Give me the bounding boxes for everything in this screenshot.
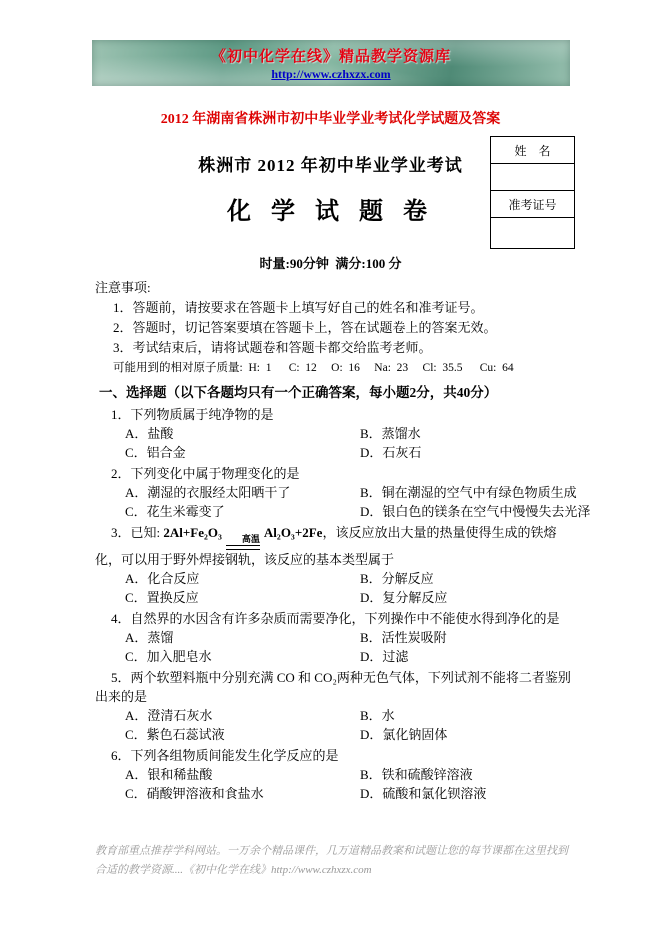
option-d: D．硫酸和氯化钡溶液 [360, 786, 487, 801]
question-1 [95, 405, 577, 462]
note-item-2: 2．答题时，切记答案要填在答题卡上，答在试题卷上的答案无效。 [113, 320, 497, 335]
option-a: A．潮湿的衣服经太阳晒干了 [125, 485, 291, 500]
options [125, 424, 577, 462]
footer-text: 教育部重点推荐学科网站。一万余个精品课件，几万道精品教案和试题让您的每节课都在这里找到合适的教学资源....《初中化学在线》 [95, 845, 568, 876]
option-b: B．活性炭吸附 [360, 630, 447, 645]
question-stem: 2．下列变化中属于物理变化的是 [111, 466, 300, 481]
option-row [125, 628, 577, 647]
question-stem: 4．自然界的水因含有许多杂质而需要净化，下列操作中不能使水得到净化的是 [111, 611, 560, 626]
option-c: C．紫色石蕊试液 [125, 727, 225, 742]
option-c: C．花生米霉变了 [125, 504, 225, 519]
option-d: D．过滤 [360, 649, 409, 664]
option-a: A．盐酸 [125, 426, 174, 441]
atomic-mass-line: 可能用到的相对原子质量: H: 1 C: 12 O: 16 Na: 23 Cl: 35.5 Cu: 64 [113, 362, 514, 374]
option-d: D．银白色的镁条在空气中慢慢失去光泽 [360, 504, 591, 519]
option-a: A．化合反应 [125, 571, 200, 586]
reaction-condition [226, 535, 260, 550]
option-row [125, 647, 577, 666]
option-b: B．水 [360, 708, 395, 723]
option-d: D．复分解反应 [360, 590, 448, 605]
options [125, 765, 577, 803]
option-row [125, 725, 577, 744]
site-footer [95, 842, 577, 880]
options [125, 569, 577, 607]
option-row [125, 424, 577, 443]
option-c: C．硝酸钾溶液和食盐水 [125, 786, 264, 801]
section-title-choice: 一、选择题（以下各题均只有一个正确答案，每小题2分，共40分） [99, 385, 498, 400]
note-item-3: 3．考试结束后，请将试题卷和答题卡都交给监考老师。 [113, 340, 432, 355]
footer-url-link[interactable]: http://www.czhxzx.com [271, 864, 372, 876]
option-c: C．加入肥皂水 [125, 649, 212, 664]
exam-id-blank-cell [491, 218, 574, 248]
exam-title: 株洲市 2012 年初中毕业学业考试 [198, 156, 463, 175]
banner-url-link[interactable]: http://www.czhxzx.com [271, 66, 391, 81]
option-a: A．澄清石灰水 [125, 708, 213, 723]
equation-right: Al₂O₃+2Fe [263, 525, 323, 540]
notes-heading: 注意事项: [95, 280, 151, 295]
condition-text: 高温 [241, 534, 260, 544]
option-a: A．蒸馏 [125, 630, 174, 645]
option-b: B．铁和硫酸锌溶液 [360, 767, 473, 782]
stem-text: ，该反应放出大量的热量使得生成的铁熔化，可以用于野外焊接钢轨，该反应的基本类型属于 [95, 525, 557, 567]
question-4 [95, 609, 577, 666]
options [125, 706, 577, 744]
option-d: D．氯化钠固体 [360, 727, 448, 742]
question-2 [95, 464, 591, 521]
option-row [125, 502, 591, 521]
question-stem: 6．下列各组物质间能发生化学反应的是 [111, 748, 339, 763]
question-stem [95, 523, 577, 569]
equation-left: 2Al+Fe₂O₃ [163, 525, 222, 540]
question-3 [95, 523, 577, 607]
name-blank-cell [491, 164, 574, 191]
question-stem: 1．下列物质属于纯净物的是 [111, 407, 274, 422]
option-row [125, 765, 577, 784]
option-c: C．铝合金 [125, 445, 186, 460]
note-item-1: 1．答题前，请按要求在答题卡上填写好自己的姓名和准考证号。 [113, 300, 484, 315]
options [125, 483, 591, 521]
option-row [125, 443, 577, 462]
option-b: B．铜在潮湿的空气中有绿色物质生成 [360, 485, 577, 500]
question-stem: 5．两个软塑料瓶中分别充满 CO 和 CO₂两种无色气体，下列试剂不能将二者鉴别出来的是 [95, 670, 571, 704]
answer-page-title: 2012 年湖南省株洲市初中毕业学业考试化学试题及答案 [160, 112, 501, 127]
option-row [125, 784, 577, 803]
option-row [125, 483, 577, 502]
option-row [125, 569, 577, 588]
candidate-info-table [490, 136, 575, 249]
option-c: C．置换反应 [125, 590, 199, 605]
stem-text: 3．已知: [111, 525, 164, 540]
option-d: D．石灰石 [360, 445, 422, 460]
option-b: B．蒸馏水 [360, 426, 421, 441]
banner-title: 《初中化学在线》精品教学资源库 [210, 48, 451, 65]
site-banner [92, 40, 570, 86]
paper-title: 化 学 试 题 卷 [227, 199, 434, 225]
option-b: B．分解反应 [360, 571, 434, 586]
options [125, 628, 577, 666]
time-score-line: 时量:90分钟 满分:100 分 [259, 256, 402, 271]
option-a: A．银和稀盐酸 [125, 767, 213, 782]
question-6 [95, 746, 577, 803]
exam-body [95, 278, 591, 803]
double-equals-line [226, 545, 260, 550]
option-row [125, 706, 577, 725]
exam-id-label-cell: 准考证号 [491, 191, 574, 218]
question-5 [95, 668, 577, 744]
name-label-cell: 姓 名 [491, 137, 574, 164]
option-row [125, 588, 577, 607]
